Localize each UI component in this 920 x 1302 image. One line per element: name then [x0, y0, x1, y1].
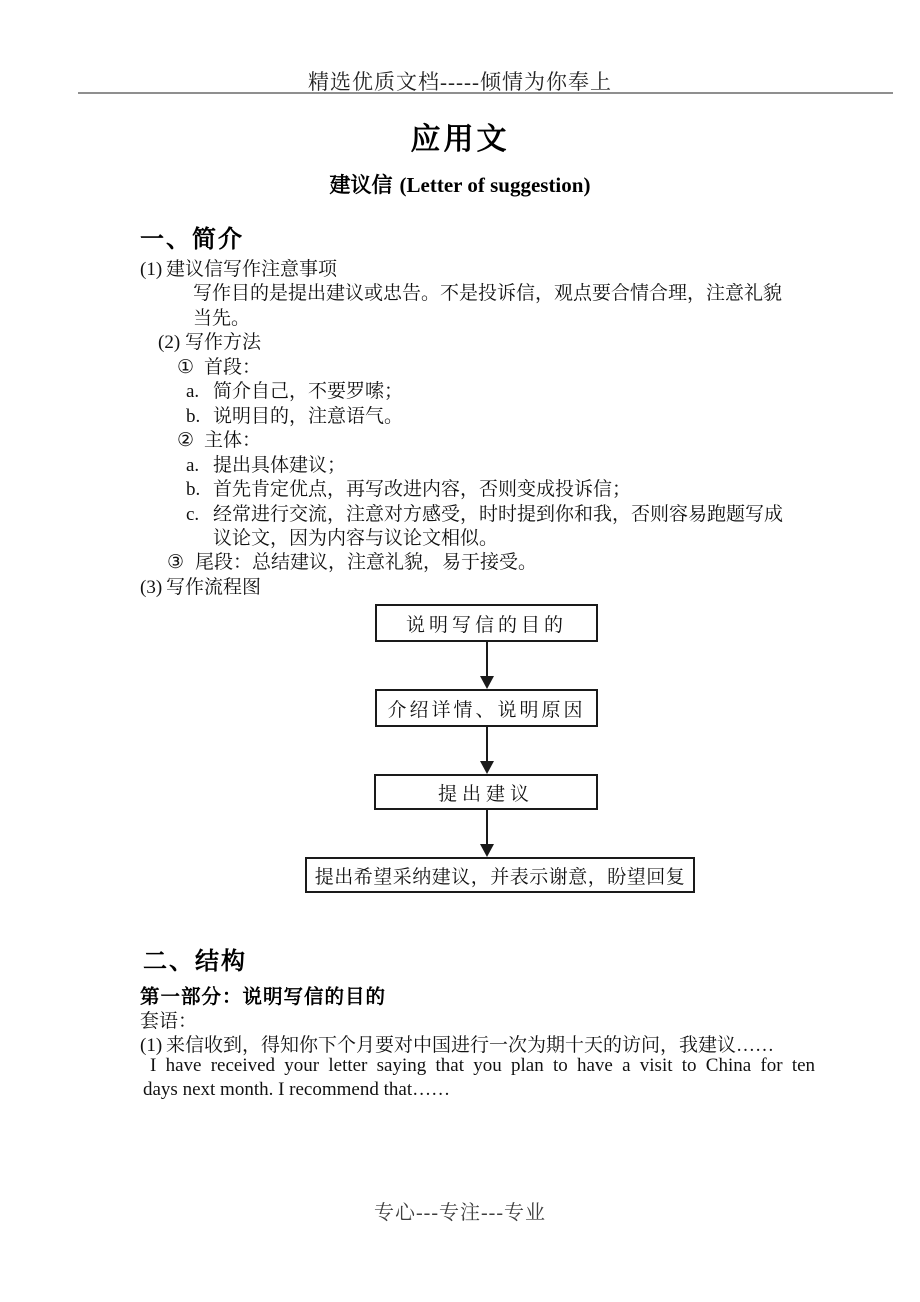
list-marker: ① — [177, 356, 195, 378]
part-one-heading: 第一部分：说明写信的目的 — [140, 986, 387, 1008]
list-marker: a. — [186, 381, 200, 403]
list-marker: b. — [186, 405, 201, 427]
list-text: 建议信写作注意事项 — [166, 259, 338, 280]
list-text: 尾段：总结建议，注意礼貌，易于接受。 — [195, 552, 538, 574]
flowchart-arrowhead-icon — [480, 676, 494, 689]
flowchart-box-purpose: 说明写信的目的 — [375, 604, 598, 642]
phrase-item-en-line2: days next month. I recommend that…… — [143, 1079, 451, 1100]
doc-title: 应用文 — [410, 123, 510, 156]
list-line — [0, 429, 920, 453]
header-divider — [78, 92, 893, 94]
section-intro-heading: 一、简介 — [140, 226, 244, 253]
page-header-text: 精选优质文档-----倾情为你奉上 — [308, 70, 612, 94]
list-text: 议论文，因为内容与议论文相似。 — [213, 527, 499, 549]
phrase-label: 套语： — [140, 1011, 198, 1032]
page-footer-text: 专心---专注---专业 — [374, 1202, 546, 1224]
list-text: 当先。 — [193, 307, 251, 329]
flowchart-box-suggestion: 提出建议 — [374, 774, 598, 810]
list-marker: (1) — [140, 259, 163, 280]
list-marker: ② — [177, 430, 195, 452]
flowchart-arrow-line — [486, 642, 488, 677]
list-line — [0, 331, 920, 355]
list-marker: (3) — [140, 576, 163, 598]
list-text: 主体： — [204, 430, 262, 452]
doc-subtitle-en: (Letter of suggestion) — [399, 173, 591, 197]
list-line — [0, 405, 920, 429]
list-text: 首段： — [204, 356, 262, 378]
list-line — [0, 576, 920, 600]
list-line — [0, 527, 920, 551]
intro-list — [0, 258, 920, 600]
phrase-item-en-line1: I have received your letter saying that you plan to have a visit to China for ten — [150, 1055, 816, 1076]
list-line — [0, 282, 920, 306]
list-marker: (1) — [140, 1035, 163, 1056]
list-text: 写作目的是提出建议或忠告。不是投诉信，观点要合情合理，注意礼貌 — [193, 283, 783, 305]
list-line — [0, 307, 920, 331]
list-marker: c. — [186, 503, 200, 525]
doc-subtitle — [0, 169, 920, 199]
flowchart-arrowhead-icon — [480, 844, 494, 857]
list-text: 经常进行交流，注意对方感受，时时提到你和我，否则容易跑题写成 — [213, 503, 784, 525]
list-marker: b. — [186, 479, 201, 501]
list-text: 简介自己，不要罗嗦； — [213, 381, 404, 403]
list-line — [0, 258, 920, 282]
doc-subtitle-cn: 建议信 — [329, 174, 393, 197]
list-line — [0, 503, 920, 527]
list-text: 说明目的，注意语气。 — [213, 405, 404, 427]
list-marker: a. — [186, 454, 200, 476]
list-marker: (2) — [158, 332, 181, 354]
list-text: 写作方法 — [185, 332, 262, 354]
list-line — [0, 380, 920, 404]
section-structure-heading: 二、结构 — [143, 948, 247, 975]
flowchart-box-details: 介绍详情、说明原因 — [375, 689, 598, 727]
flowchart-arrow-line — [486, 727, 488, 762]
phrase-item-cn — [0, 1030, 774, 1057]
list-text: 写作流程图 — [166, 576, 262, 598]
list-text: 来信收到，得知你下个月要对中国进行一次为期十天的访问，我建议…… — [166, 1035, 775, 1056]
flowchart-box-closing: 提出希望采纳建议，并表示谢意，盼望回复 — [305, 857, 695, 893]
list-text: 首先肯定优点，再写改进内容，否则变成投诉信； — [213, 479, 632, 501]
list-text: 提出具体建议； — [213, 454, 347, 476]
flowchart-arrowhead-icon — [480, 761, 494, 774]
list-line — [0, 478, 920, 502]
list-line — [0, 454, 920, 478]
list-marker: ③ — [167, 552, 185, 574]
flowchart-arrow-line — [486, 810, 488, 845]
list-line — [0, 551, 920, 575]
list-line — [0, 356, 920, 380]
